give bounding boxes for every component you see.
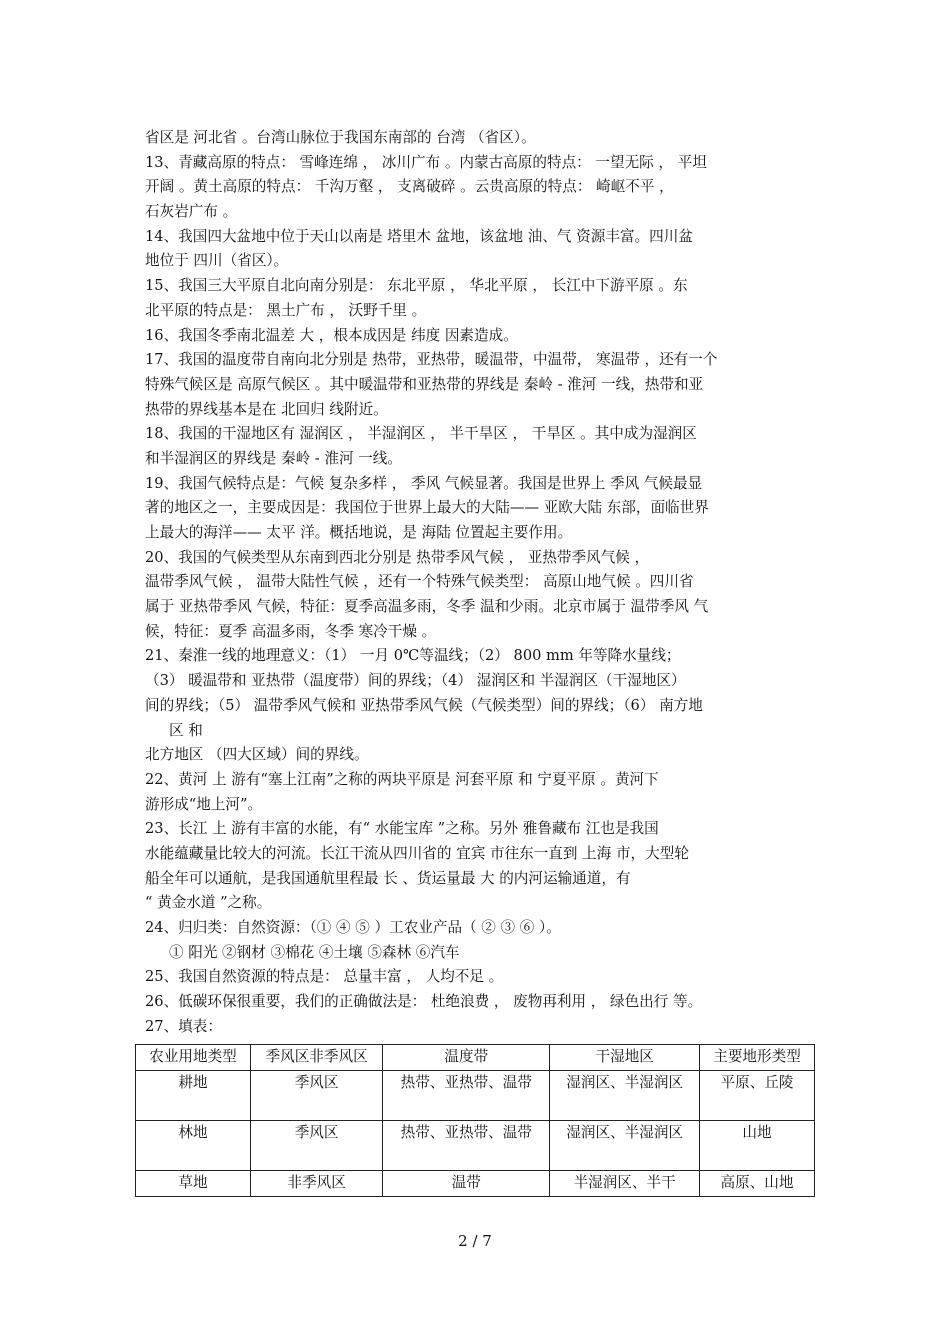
text-line: 15、我国三大平原自北向南分别是： 东北平原 ， 华北平原 ， 长江中下游平原 。东 — [145, 277, 688, 295]
table-cell: 湿润区、半湿润区 — [550, 1121, 700, 1171]
table-header-row — [136, 1045, 815, 1071]
text-line: 13、青藏高原的特点： 雪峰连绵 ， 冰川广布 。内蒙古高原的特点： 一望无际 ， 平坦 — [145, 153, 707, 171]
text-line: 特殊气候区是 高原气候区 。其中暖温带和亚热带的界线是 秦岭 - 淮河 一线，热带和亚 — [145, 375, 704, 393]
table-header: 主要地形类型 — [700, 1045, 815, 1071]
text-line: 区 和 — [169, 721, 203, 739]
table-header: 农业用地类型 — [136, 1045, 251, 1071]
table-row — [136, 1121, 815, 1171]
text-line: 18、我国的干湿地区有 湿润区 ， 半湿润区 ， 半干旱区 ， 干旱区 。其中成为湿润区 — [145, 425, 697, 443]
text-line: （3） 暖温带和 亚热带（温度带）间的界线；（4） 湿润区和 半湿润区（干湿地区） — [145, 672, 686, 690]
text-line: 省区是 河北省 。台湾山脉位于我国东南部的 台湾 （省区）。 — [145, 129, 536, 146]
page-number: 2 / 7 — [458, 1232, 492, 1250]
text-line: 16、我国冬季南北温差 大 ，根本成因是 纬度 因素造成。 — [145, 326, 518, 344]
table-cell: 山地 — [700, 1121, 815, 1171]
text-line: 25、我国自然资源的特点是： 总量丰富 ， 人均不足 。 — [145, 968, 504, 986]
fill-in-table — [135, 1044, 815, 1197]
table-cell: 湿润区、半湿润区 — [550, 1071, 700, 1121]
text-line: 北方地区 （四大区域）间的界线。 — [145, 746, 369, 764]
table-cell: 草地 — [136, 1171, 251, 1197]
text-line: 地位于 四川（省区）。 — [145, 252, 289, 270]
text-line: 24、归归类：自然资源：（① ④ ⑤ ）工农业产品（ ② ③ ⑥ ）。 — [145, 919, 561, 936]
table-cell: 林地 — [136, 1121, 251, 1171]
text-line: 船全年可以通航，是我国通航里程最 长 、货运量最 大 的内河运输通道，有 — [145, 869, 631, 887]
table-cell: 高原、山地 — [700, 1171, 815, 1197]
text-line: 水能蕴藏量比较大的河流。长江干流从四川省的 宜宾 市往东一直到 上海 市，大型轮 — [145, 844, 689, 862]
table-cell: 平原、丘陵 — [700, 1071, 815, 1121]
table-cell: 热带、亚热带、温带 — [383, 1121, 550, 1171]
text-line: 候，特征：夏季 高温多雨，冬季 寒冷干燥 。 — [145, 622, 437, 640]
table-header: 季风区非季风区 — [250, 1045, 382, 1071]
text-line: 上最大的海洋—— 太平 洋。概括地说，是 海陆 位置起主要作用。 — [145, 524, 573, 541]
table-cell: 季风区 — [250, 1121, 382, 1171]
text-line: 22、黄河 上 游有“塞上江南”之称的两块平原是 河套平原 和 宁夏平原 。黄河下 — [145, 770, 659, 788]
text-line: 26、低碳环保很重要，我们的正确做法是： 杜绝浪费 ， 废物再利用 ， 绿色出行 等。 — [145, 993, 703, 1011]
text-line: 温带季风气候 ， 温带大陆性气候 ，还有一个特殊气候类型： 高原山地气候 。四川省 — [145, 573, 694, 591]
text-line: “ 黄金水道 ”之称。 — [145, 894, 272, 912]
text-line: 著的地区之一，主要成因是：我国位于世界上最大的大陆—— 亚欧大陆 东部，面临世界 — [145, 499, 709, 517]
text-line: 23、长江 上 游有丰富的水能，有“ 水能宝库 ”之称。另外 雅鲁藏布 江也是我国 — [145, 820, 659, 838]
text-line: 21、秦淮一线的地理意义：（1） 一月 0℃等温线；（2） 800 mm 年等降水量线； — [145, 647, 681, 665]
text-line: 17、我国的温度带自南向北分别是 热带，亚热带，暖温带，中温带， 寒温带 ，还有一个 — [145, 351, 718, 369]
text-line: 27、填表： — [145, 1017, 222, 1035]
table-cell: 温带 — [383, 1171, 550, 1197]
document-body — [145, 126, 815, 1039]
text-line: 属于 亚热带季风 气候，特征：夏季高温多雨，冬季 温和少雨。北京市属于 温带季风 气 — [145, 598, 709, 616]
table-header: 干湿地区 — [550, 1045, 700, 1071]
text-line: 热带的界线基本是在 北回归 线附近。 — [145, 400, 388, 418]
text-line: 开阔 。黄土高原的特点： 千沟万壑 ， 支离破碎 。云贵高原的特点： 崎岖不平 ， — [145, 178, 674, 196]
text-line: 和半湿润区的界线是 秦岭 - 淮河 一线。 — [145, 449, 402, 467]
table-row — [136, 1071, 815, 1121]
text-line: 间的界线；（5） 温带季风气候和 亚热带季风气候（气候类型）间的界线；（6） 南方地 — [145, 696, 703, 714]
table-cell: 季风区 — [250, 1071, 382, 1121]
table-cell: 耕地 — [136, 1071, 251, 1121]
text-line: 20、我国的气候类型从东南到西北分别是 热带季风气候 ， 亚热带季风气候 ， — [145, 548, 650, 566]
table-cell: 半湿润区、半干 — [550, 1171, 700, 1197]
table-header: 温度带 — [383, 1045, 550, 1071]
text-line: 北平原的特点是： 黑土广布 ， 沃野千里 。 — [145, 301, 427, 319]
text-line: ① 阳光 ②钢材 ③棉花 ④土壤 ⑤森林 ⑥汽车 — [169, 943, 460, 961]
table-row — [136, 1171, 815, 1197]
text-line: 游形成“地上河”。 — [145, 795, 263, 813]
table-cell: 非季风区 — [250, 1171, 382, 1197]
table-cell: 热带、亚热带、温带 — [383, 1071, 550, 1121]
text-line: 19、我国气候特点是：气候 复杂多样 ， 季风 气候显著。我国是世界上 季风 气候最显 — [145, 474, 703, 492]
text-line: 石灰岩广布 。 — [145, 203, 238, 221]
text-line: 14、我国四大盆地中位于天山以南是 塔里木 盆地，该盆地 油、气 资源丰富。四川盆 — [145, 227, 693, 245]
